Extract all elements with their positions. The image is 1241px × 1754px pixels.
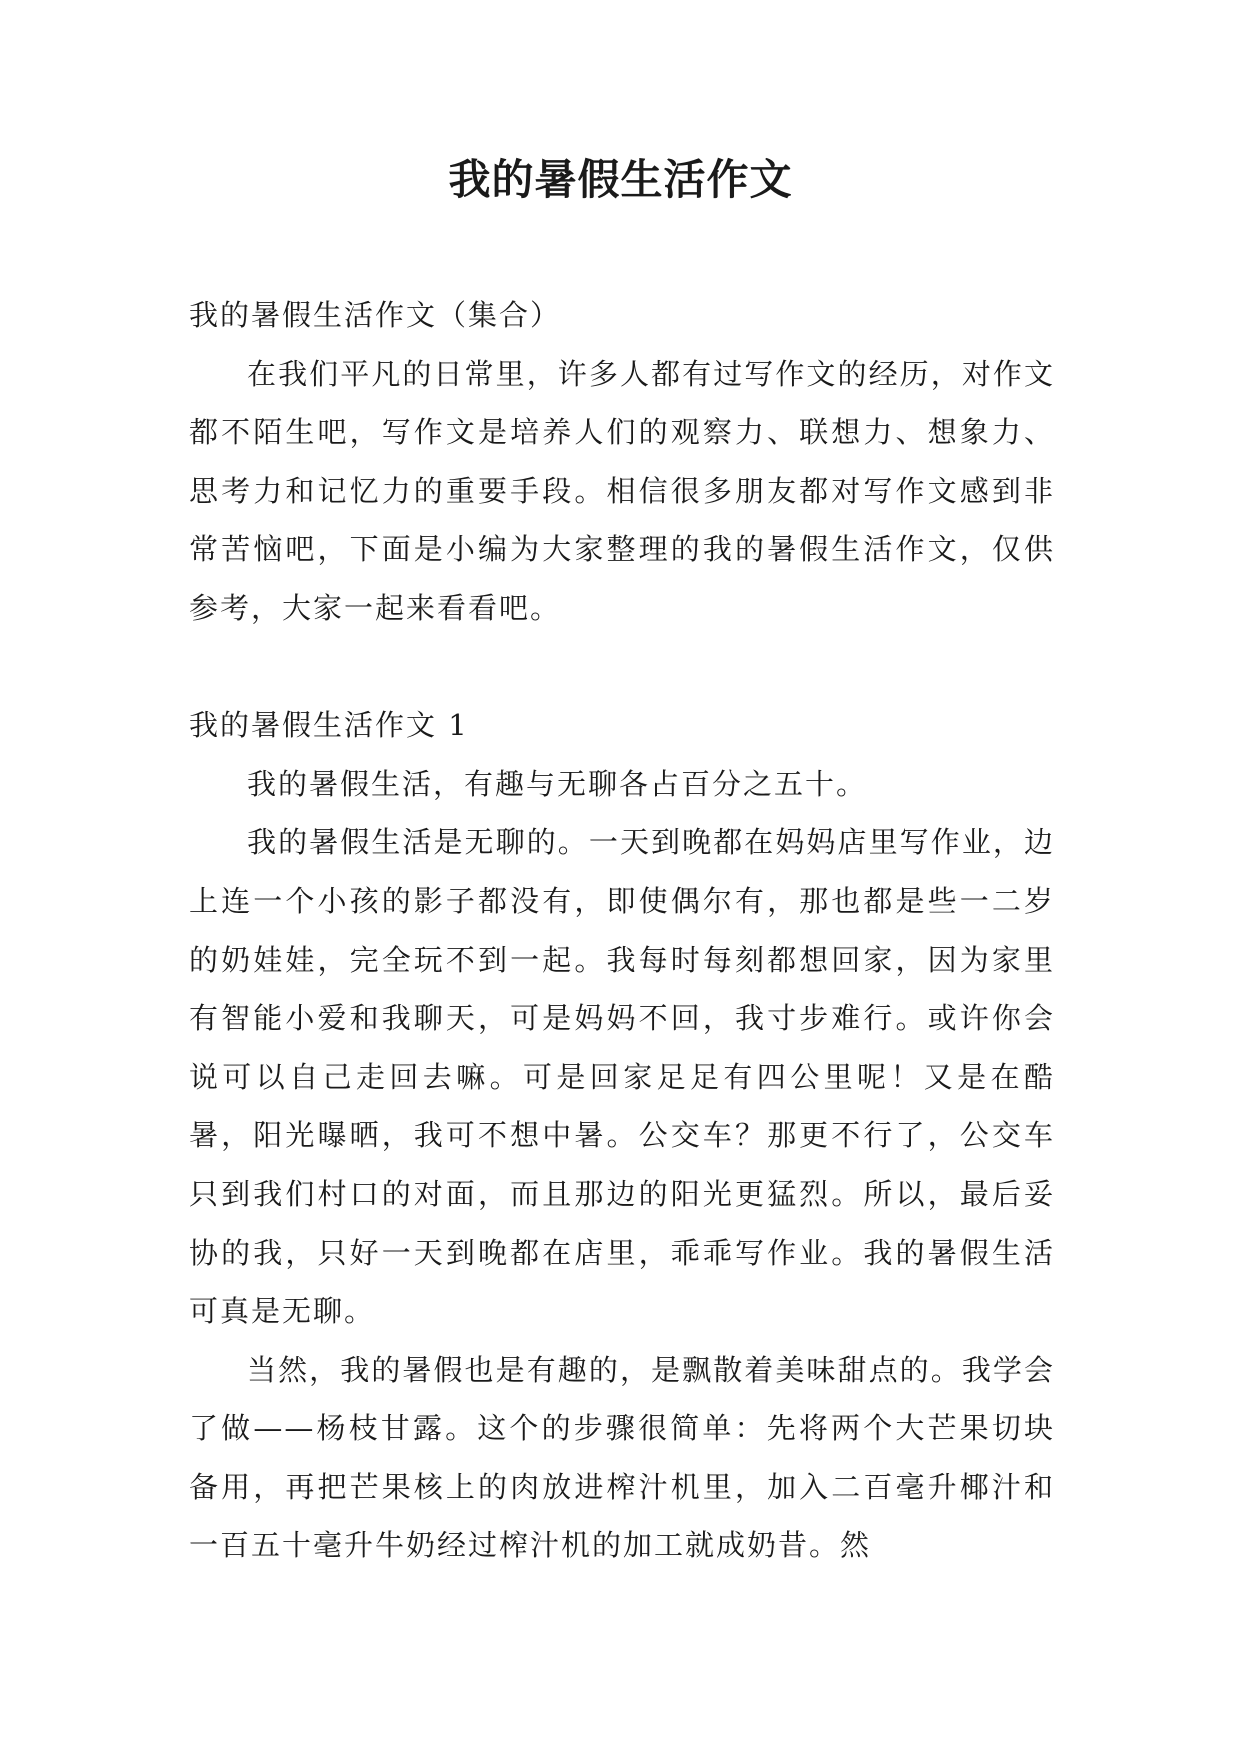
body-paragraph-2: 我的暑假生活是无聊的。一天到晚都在妈妈店里写作业，边上连一个小孩的影子都没有，即使偶尔有，那也都是些一二岁的奶娃娃，完全玩不到一起。我每时每刻都想回家，因为家里有智能小爱和我聊天，可是妈妈不回，我寸步难行。或许你会说可以自己走回去嘛。可是回家足足有四公里呢！又是在酷暑，阳光曝晒，我可不想中暑。公交车？那更不行了，公交车只到我们村口的对面，而且那边的阳光更猛烈。所以，最后妥协的我，只好一天到晚都在店里，乖乖写作业。我的暑假生活可真是无聊。 [189,825,1055,1329]
body-paragraph-1: 我的暑假生活，有趣与无聊各占百分之五十。 [247,766,868,801]
document-title: 我的暑假生活作文 [448,155,793,204]
body-paragraph-3: 当然，我的暑假也是有趣的，是飘散着美味甜点的。我学会了做——杨枝甘露。这个的步骤很简单：先将两个大芒果切块备用，再把芒果核上的肉放进榨汁机里，加入二百毫升椰汁和一百五十毫升牛奶经过榨汁机的加工就成奶昔。然 [189,1352,1055,1563]
document-body [189,286,1055,1575]
section-spacer [189,638,1055,697]
intro-paragraph: 在我们平凡的日常里，许多人都有过写作文的经历，对作文都不陌生吧，写作文是培养人们的观察力、联想力、想象力、思考力和记忆力的重要手段。相信很多朋友都对写作文感到非常苦恼吧，下面是小编为大家整理的我的暑假生活作文，仅供参考，大家一起来看看吧。 [189,356,1055,625]
section-heading: 我的暑假生活作文 1 [189,708,469,743]
collection-subtitle: 我的暑假生活作文（集合） [189,298,562,332]
